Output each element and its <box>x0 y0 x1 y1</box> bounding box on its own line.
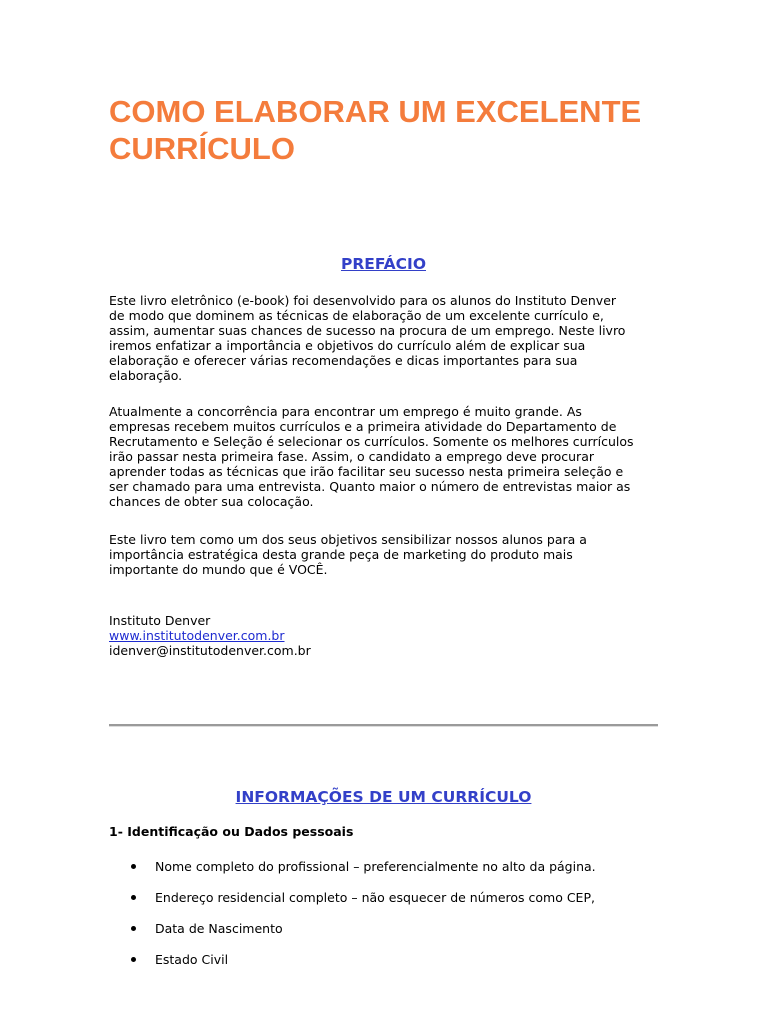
list-item-text: Data de Nascimento <box>155 921 283 936</box>
text-line: de modo que dominem as técnicas de elaboração de um excelente currículo e, <box>109 308 604 323</box>
preface-heading <box>109 255 658 273</box>
personal-data-list <box>109 859 669 983</box>
document-title-line: COMO ELABORAR UM EXCELENTE <box>109 94 642 129</box>
signature-email: idenver@institutodenver.com.br <box>109 643 311 658</box>
text-line: empresas recebem muitos currículos e a primeira atividade do Departamento de <box>109 419 617 434</box>
website-link[interactable]: www.institutodenver.com.br <box>109 628 285 643</box>
text-line: irão passar nesta primeira fase. Assim, o candidato a emprego deve procurar <box>109 449 594 464</box>
list-item-text: Nome completo do profissional – preferencialmente no alto da página. <box>155 859 596 874</box>
text-line: Recrutamento e Seleção é selecionar os currículos. Somente os melhores currículos <box>109 434 634 449</box>
text-line: Este livro eletrônico (e-book) foi desenvolvido para os alunos do Instituto Denver <box>109 293 617 308</box>
text-line: importância estratégica desta grande peça de marketing do produto mais <box>109 547 573 562</box>
signature-block <box>109 613 509 658</box>
list-item-text: Estado Civil <box>155 952 229 967</box>
text-line: Este livro tem como um dos seus objetivos sensibilizar nossos alunos para a <box>109 532 587 547</box>
text-line: Atualmente a concorrência para encontrar um emprego é muito grande. As <box>109 404 582 419</box>
section-divider <box>109 724 658 727</box>
text-line: aprender todas as técnicas que irão facilitar seu sucesso nesta primeira seleção e <box>109 464 624 479</box>
info-heading-text: INFORMAÇÕES DE UM CURRÍCULO <box>235 788 532 806</box>
list-item <box>109 921 669 952</box>
text-line: chances de obter sua colocação. <box>109 494 314 509</box>
text-line: elaboração. <box>109 368 183 383</box>
bullet-icon <box>131 895 136 900</box>
list-item <box>109 890 669 921</box>
text-line: elaboração e oferecer várias recomendações e dicas importantes para sua <box>109 353 578 368</box>
list-item <box>109 952 669 983</box>
preface-heading-text: PREFÁCIO <box>340 255 426 273</box>
bullet-icon <box>131 864 136 869</box>
list-item-text: Endereço residencial completo – não esquecer de números como CEP, <box>155 890 595 905</box>
list-item <box>109 859 669 890</box>
preface-paragraph-1 <box>109 293 664 383</box>
info-heading <box>109 788 658 806</box>
bullet-icon <box>131 957 136 962</box>
signature-name: Instituto Denver <box>109 613 211 628</box>
document-title-line: CURRÍCULO <box>109 131 295 166</box>
text-line: iremos enfatizar a importância e objetivos do currículo além de explicar sua <box>109 338 586 353</box>
preface-paragraph-2 <box>109 404 664 509</box>
preface-paragraph-3 <box>109 532 664 577</box>
text-line: importante do mundo que é VOCÊ. <box>109 562 328 577</box>
document-title <box>109 93 669 167</box>
bullet-icon <box>131 926 136 931</box>
text-line: assim, aumentar suas chances de sucesso na procura de um emprego. Neste livro <box>109 323 626 338</box>
text-line: ser chamado para uma entrevista. Quanto maior o número de entrevistas maior as <box>109 479 631 494</box>
identification-subheading: 1- Identificação ou Dados pessoais <box>109 824 354 839</box>
